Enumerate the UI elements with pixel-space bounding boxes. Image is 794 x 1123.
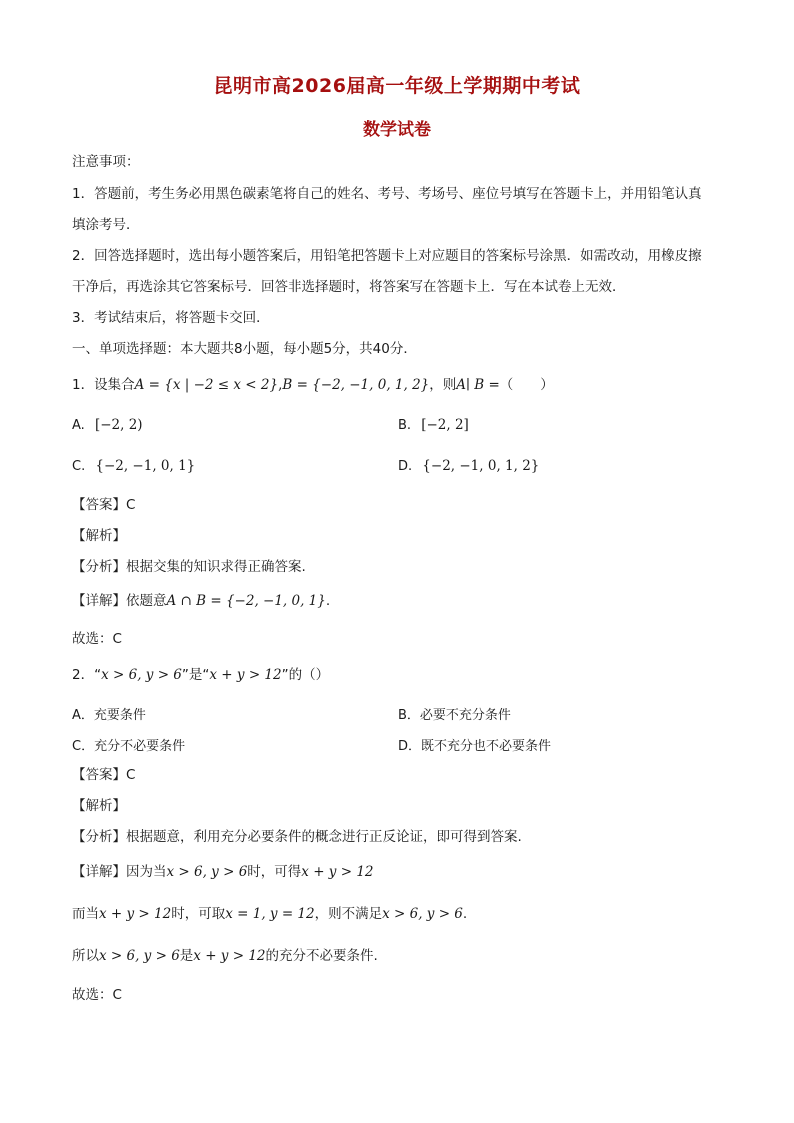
q2-option-b: B．必要不充分条件 [398,708,511,723]
q2-detail-prefix: 【详解】因为当 [72,864,167,880]
q1-detail-prefix: 【详解】依题意 [72,593,167,609]
section-1-heading: 一、单项选择题：本大题共8小题，每小题5分，共40分． [72,341,417,357]
q2-suffix: ”的（） [281,667,330,683]
q2-cond-1: x > 6, y > 6 [101,667,182,683]
q2-detail-mid: 时，可得 [247,864,302,880]
q2-line2-math-3: x > 6, y > 6 [382,906,463,922]
q1-fenxi: 【分析】根据交集的知识求得正确答案. [72,559,306,575]
q2-option-c: C．充分不必要条件 [72,739,186,754]
q1-option-b [398,417,469,433]
q1-suffix-end: =（ ） [484,377,554,393]
question-2 [72,666,329,684]
notice-item-1-line-1: 1．答题前，考生务必用黑色碳素笔将自己的姓名、考号、考场号、座位号填写在答题卡上，并用铅笔认真 [72,186,702,202]
q1-detail-end: . [325,593,331,609]
q2-line2-math-1: x + y > 12 [99,906,172,922]
q1-option-d-label: D. [398,459,413,474]
q2-conclusion: 故选：C [72,987,122,1003]
q2-detail-math-1: x > 6, y > 6 [166,864,248,880]
notice-item-1-line-2: 填涂考号． [72,217,140,233]
q1-option-a-value: [−2, 2) [94,417,143,433]
notice-item-2-line-2: 干净后，再选涂其它答案标号．回答非选择题时，将答案写在答题卡上．写在本试卷上无效． [72,279,626,295]
q1-sep: , [278,377,283,393]
q2-line2-b: 时，可取 [171,906,226,922]
q2-line2-a: 而当 [72,906,99,922]
q1-option-c-value: {−2, −1, 0, 1} [95,458,196,474]
q2-line3-math-2: x + y > 12 [193,948,266,964]
q2-line3-b: 是 [179,948,194,964]
q2-answer: 【答案】C [72,767,136,783]
q2-line3-math-1: x > 6, y > 6 [99,948,180,964]
q2-prefix: 2．“ [72,667,102,683]
q1-answer: 【答案】C [72,497,136,513]
q2-option-d: D．既不充分也不必要条件 [398,739,552,754]
q1-option-d [398,458,539,474]
q2-option-a: A．充要条件 [72,708,146,723]
notice-heading: 注意事项： [72,154,140,170]
q1-option-c-label: C. [72,459,86,474]
q2-fenxi: 【分析】根据题意，利用充分必要条件的概念进行正反论证，即可得到答案. [72,829,522,845]
q1-option-a-label: A. [72,418,85,433]
q1-detail [72,592,330,610]
q2-detail-line-1 [72,863,374,881]
q2-line3-a: 所以 [72,948,99,964]
q1-detail-math: A ∩ B = {−2, −1, 0, 1} [166,593,326,609]
notice-item-3: 3．考试结束后，将答题卡交回． [72,310,270,326]
question-1 [72,376,554,394]
q1-option-a [72,417,143,433]
q2-analysis-label: 【解析】 [72,798,126,814]
q2-detail-line-3 [72,947,378,965]
q1-expr: A∣ B [456,377,485,393]
q1-conclusion: 故选：C [72,631,122,647]
q1-option-b-label: B. [398,418,412,433]
q2-mid: ”是“ [181,667,210,683]
q2-line2-math-2: x = 1, y = 12 [225,906,315,922]
q1-option-c [72,458,195,474]
q2-detail-math-2: x + y > 12 [301,864,374,880]
notice-item-2-line-1: 2．回答选择题时，选出每小题答案后，用铅笔把答题卡上对应题目的答案标号涂黑．如需改动，用橡皮擦 [72,248,702,264]
exam-title: 昆明市高2026届高一年级上学期期中考试 [213,75,581,97]
exam-subtitle: 数学试卷 [363,120,431,140]
q2-line3-c: 的充分不必要条件. [265,948,378,964]
q2-line2-d: . [462,906,468,922]
q1-option-b-value: [−2, 2] [421,417,469,433]
q1-set-b: B = {−2, −1, 0, 1, 2} [282,377,430,393]
q2-detail-line-2 [72,905,467,923]
q1-option-d-value: {−2, −1, 0, 1, 2} [422,458,540,474]
q2-cond-2: x + y > 12 [209,667,282,683]
q1-prefix: 1．设集合 [72,377,135,393]
q1-suffix-text: ，则 [429,377,457,393]
q1-analysis-label: 【解析】 [72,528,126,544]
q2-line2-c: ，则不满足 [314,906,383,922]
q1-set-a: A = {x | −2 ≤ x < 2} [134,377,279,393]
